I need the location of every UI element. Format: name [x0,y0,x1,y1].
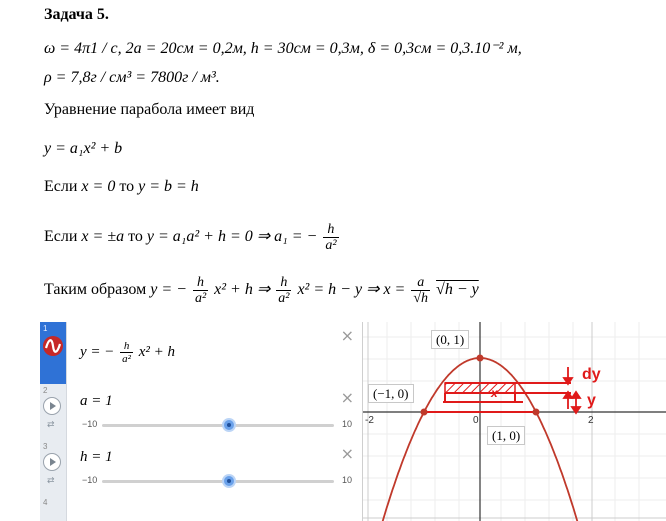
tick-label-0: 0 [473,415,479,426]
thus-frac-den: a² [194,291,207,306]
tick-label-2: 2 [588,415,594,426]
thus-part-a: y = − [150,281,187,299]
point-vertex [477,355,484,362]
if2-condition: x = ±a [81,228,125,246]
slider-a-max: 10 [342,419,353,429]
expression-row-3[interactable] [40,440,362,497]
expr1-frac-den: a² [122,353,131,365]
thus-frac2-num: a [417,275,425,290]
expr1-part-a: y = − [80,343,115,360]
slider-a-label[interactable]: a = 1 [80,393,113,409]
given-values-line2: ρ = 7,8г / см³ = 7800г / м³. [44,69,220,86]
thus-part-b: x² + h ⇒ [214,281,271,299]
thus-part-d: √h − y [436,281,479,299]
if2-prefix: Если [44,228,78,246]
major-grid [363,322,666,521]
expression-gutter [40,496,67,521]
thus-part-c: x² = h − y ⇒ x = [297,281,406,299]
expression-row-1[interactable] [40,322,362,385]
loop-icon[interactable]: ⇄ [47,420,55,430]
close-icon[interactable]: × [340,388,354,407]
expr1-frac-num: h [123,340,130,352]
expr1-fraction [120,340,133,365]
if2-frac-num: h [327,222,335,237]
general-equation: y = a₁x² + b [44,140,123,157]
graph-canvas[interactable] [363,322,666,521]
condition-1 [44,178,199,196]
close-icon[interactable]: × [340,326,354,345]
thus-frac2-den: √h [413,291,429,306]
slider-h-min: −10 [82,475,98,485]
tick-label-neg2: -2 [365,415,374,426]
play-icon[interactable] [43,453,61,471]
if2-fraction [323,222,338,253]
parabola-intro-text: Уравнение парабола имеет вид [44,101,255,118]
point-right [533,409,540,416]
annotation-y: y [587,392,596,409]
slider-h-track[interactable] [102,480,334,483]
expression-index: 3 [43,442,48,451]
expression-gutter [40,384,67,440]
if2-then: то [128,228,143,246]
problem-title: Задача 5. [44,6,109,23]
thus-prefix: Таким образом [44,281,147,299]
slider-a-handle[interactable] [222,418,236,432]
result-line [44,275,479,306]
minor-grid [363,322,666,521]
graph-svg [363,322,666,521]
slider-a-min: −10 [82,419,98,429]
expression-index: 1 [43,324,48,333]
expression-gutter [40,440,67,496]
play-icon[interactable] [43,397,61,415]
point-label-right: (1, 0) [487,426,525,445]
expression-gutter [40,322,67,384]
measure-arrows [564,367,580,413]
if1-prefix: Если [44,178,78,195]
slider-h-max: 10 [342,475,353,485]
expression-index: 2 [43,386,48,395]
hatched-strip [445,383,515,393]
if2-frac-den: a² [325,238,337,253]
thus-fraction-2 [276,275,291,306]
thus-frac-num: h [197,275,205,290]
loop-icon[interactable]: ⇄ [47,476,55,486]
annotation-dy: dy [582,366,601,383]
thus-frac-num-2: h [280,275,288,290]
if1-result: y = b = h [138,178,199,195]
expr1-part-b: x² + h [138,343,175,360]
slider-h-handle[interactable] [222,474,236,488]
expression-index: 4 [43,498,48,507]
if1-then: то [119,178,135,195]
close-icon[interactable]: × [340,444,354,463]
expression-row-2[interactable] [40,384,362,441]
expression-1-formula[interactable] [80,340,175,365]
given-values-line1: ω = 4π1 / c, 2a = 20см = 0,2м, h = 30см = 0,3м, δ = 0,3см = 0,3.10⁻² м, [44,40,522,57]
annotation-x: x [491,386,498,400]
thus-fraction-1 [193,275,208,306]
condition-2 [44,222,341,253]
if1-condition: x = 0 [81,178,116,195]
desmos-expression-list [40,322,363,521]
point-label-left: (−1, 0) [368,384,414,403]
point-left [421,409,428,416]
point-label-vertex: (0, 1) [431,330,469,349]
thus-frac-den-2: a² [278,291,290,306]
thus-fraction-3 [411,275,430,306]
slider-h-label[interactable]: h = 1 [80,449,113,465]
desmos-logo-icon [43,336,63,356]
slider-a-track[interactable] [102,424,334,427]
expression-row-4[interactable] [40,496,362,521]
if2-result: y = a₁a² + h = 0 ⇒ a₁ = − [146,228,318,246]
